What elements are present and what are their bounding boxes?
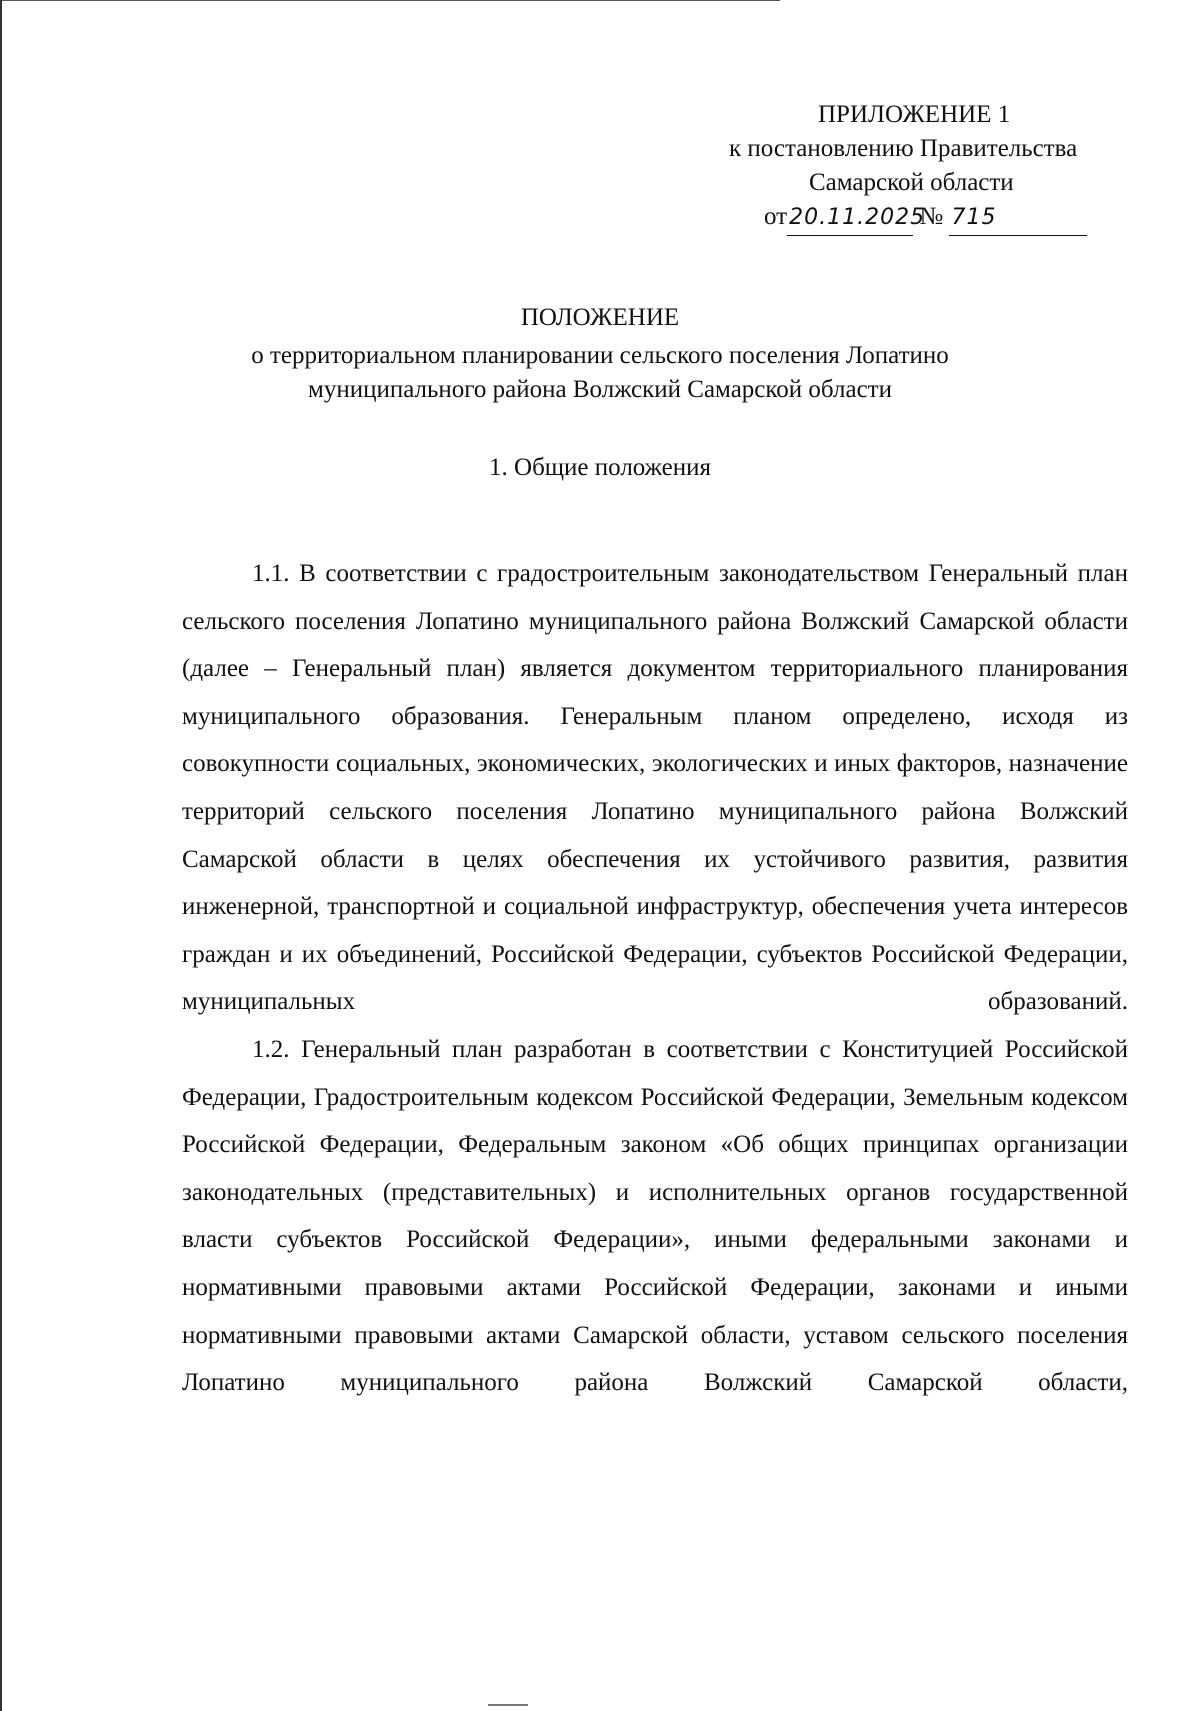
document-subtitle-line-2: муниципального района Волжский Самарской области bbox=[308, 376, 892, 403]
handwritten-date: 20.11.2025 bbox=[787, 201, 913, 236]
attachment-date-number-line bbox=[764, 200, 1104, 236]
document-body bbox=[182, 550, 1128, 1407]
section-heading: 1. Общие положения bbox=[489, 454, 711, 481]
scan-edge-top bbox=[0, 0, 780, 1]
date-prefix: от bbox=[764, 203, 788, 230]
document-title: ПОЛОЖЕНИЕ bbox=[520, 304, 680, 331]
attachment-region-line: Самарской области bbox=[809, 169, 1014, 196]
paragraph-1-1: 1.1. В соответствии с градостроительным законодательством Генеральный план сельского поселения Лопатино муниципального района Волжский Самарской области (далее – Генеральный план) является документом территориального планирования муниципального образования. Генеральным планом определено, исходя из совокупности социальных, экономических, экологических и иных факторов, назначение территорий сельского поселения Лопатино муниципального района Волжский Самарской области в целях обеспечения их устойчивого развития, развития инженерной, транспортной и социальной инфраструктур, обеспечения учета интересов граждан и их объединений, Российской Федерации, субъектов Российской Федерации, муниципальных образований. bbox=[182, 560, 1128, 1016]
number-label: № bbox=[919, 203, 944, 230]
attachment-title: ПРИЛОЖЕНИЕ 1 bbox=[818, 101, 1011, 128]
scan-edge-left bbox=[0, 0, 2, 1711]
paragraph-1-2: 1.2. Генеральный план разработан в соответствии с Конституцией Российской Федерации, Градостроительным кодексом Российской Федерации, Земельным кодексом Российской Федерации, Федеральным законом «Об общих принципах организации законодательных (представительных) и исполнительных органов государственной власти субъектов Российской Федерации», иными федеральными законами и нормативными правовыми актами Российской Федерации, законами и иными нормативными правовыми актами Самарской области, уставом сельского поселения Лопатино муниципального района Волжский Самарской области, bbox=[182, 1035, 1128, 1397]
handwritten-number: 715 bbox=[949, 201, 1087, 236]
document-subtitle-line-1: о территориальном планировании сельского поселения Лопатино bbox=[251, 342, 949, 369]
scan-footer-mark bbox=[488, 1704, 528, 1706]
attachment-resolution-line: к постановлению Правительства bbox=[729, 135, 1078, 162]
